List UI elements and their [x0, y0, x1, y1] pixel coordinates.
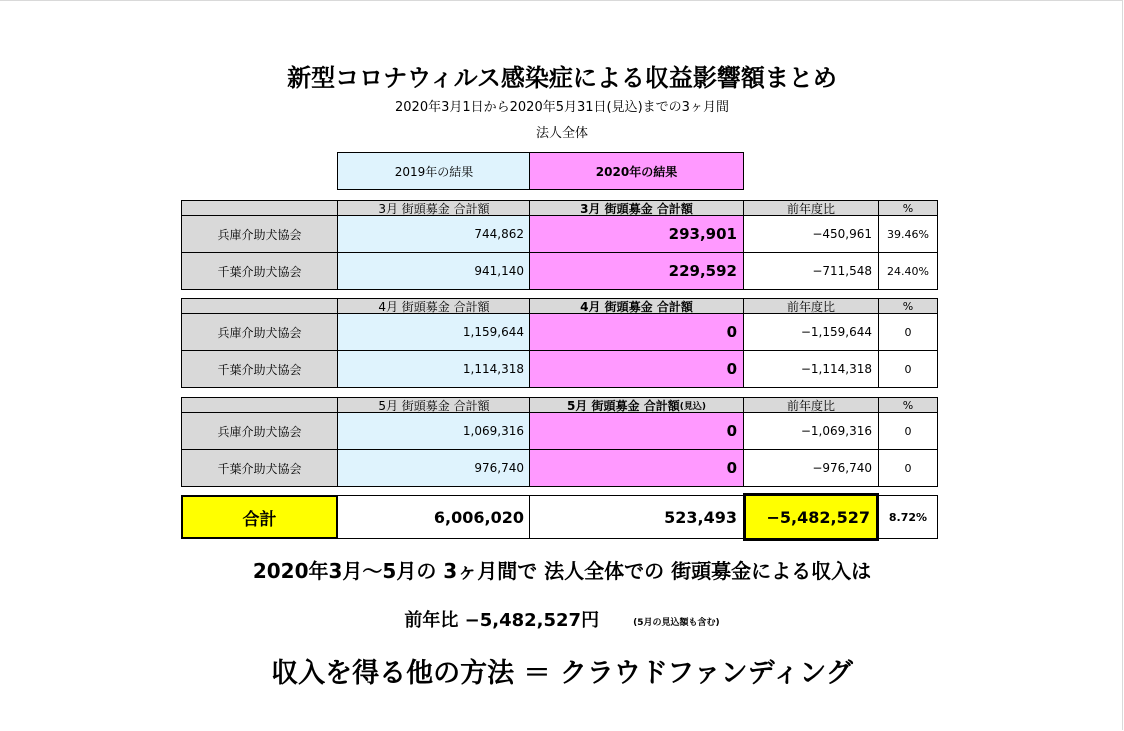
block3-header-pct: %	[878, 397, 938, 413]
block2-header-empty	[181, 298, 338, 314]
value-ratio: −1,114,318	[743, 350, 879, 388]
value-pct: 0	[878, 412, 938, 450]
value-ratio: −1,159,644	[743, 313, 879, 351]
block1-header-2019: 3月 街頭募金 合計額	[337, 200, 531, 216]
legend-2019: 2019年の結果	[337, 152, 531, 190]
block3-header-empty	[181, 397, 338, 413]
value-2019: 941,140	[337, 252, 531, 290]
total-diff: −5,482,527	[743, 493, 879, 541]
block1-header-pct: %	[878, 200, 938, 216]
total-2020: 523,493	[529, 495, 744, 539]
legend-2020: 2020年の結果	[529, 152, 744, 190]
value-ratio: −1,069,316	[743, 412, 879, 450]
total-2019: 6,006,020	[337, 495, 531, 539]
value-2019: 744,862	[337, 215, 531, 253]
value-pct: 0	[878, 449, 938, 487]
value-2020: 0	[529, 350, 744, 388]
value-pct: 0	[878, 350, 938, 388]
block1-header-empty	[181, 200, 338, 216]
block1-header-2020: 3月 街頭募金 合計額	[529, 200, 744, 216]
total-label: 合計	[181, 495, 338, 539]
org-label: 兵庫介助犬協会	[181, 412, 338, 450]
block3-header-2020	[529, 397, 744, 413]
block2-header-pct: %	[878, 298, 938, 314]
value-2019: 1,159,644	[337, 313, 531, 351]
block3-header-ratio: 前年度比	[743, 397, 879, 413]
block3-header-2020-note: (見込)	[679, 401, 706, 412]
block2-header-2020: 4月 街頭募金 合計額	[529, 298, 744, 314]
summary-line-2-note: (5月の見込額も含む)	[633, 617, 720, 628]
summary-line-2	[0, 606, 1124, 632]
value-pct: 0	[878, 313, 938, 351]
value-2019: 1,114,318	[337, 350, 531, 388]
summary-line-1: 2020年3月～5月の 3ヶ月間で 法人全体での 街頭募金による収入は	[252, 559, 872, 583]
value-ratio: −450,961	[743, 215, 879, 253]
block2-header-2019: 4月 街頭募金 合計額	[337, 298, 531, 314]
summary-line-3: 収入を得る他の方法 ＝ クラウドファンディング	[271, 658, 853, 689]
value-2020: 293,901	[529, 215, 744, 253]
period-subtitle: 2020年3月1日から2020年5月31日(見込)までの3ヶ月間	[395, 100, 729, 115]
org-label: 兵庫介助犬協会	[181, 215, 338, 253]
value-pct: 24.40%	[878, 252, 938, 290]
block1-header-ratio: 前年度比	[743, 200, 879, 216]
value-2020: 0	[529, 313, 744, 351]
value-ratio: −711,548	[743, 252, 879, 290]
total-pct: 8.72%	[878, 495, 938, 539]
value-2019: 1,069,316	[337, 412, 531, 450]
org-label: 千葉介助犬協会	[181, 252, 338, 290]
block3-header-2019: 5月 街頭募金 合計額	[337, 397, 531, 413]
value-2020: 229,592	[529, 252, 744, 290]
value-pct: 39.46%	[878, 215, 938, 253]
org-label: 千葉介助犬協会	[181, 449, 338, 487]
scope-subtitle: 法人全体	[535, 126, 588, 141]
value-ratio: −976,740	[743, 449, 879, 487]
value-2020: 0	[529, 412, 744, 450]
org-label: 千葉介助犬協会	[181, 350, 338, 388]
org-label: 兵庫介助犬協会	[181, 313, 338, 351]
value-2020: 0	[529, 449, 744, 487]
value-2019: 976,740	[337, 449, 531, 487]
summary-line-2-text: 前年比 −5,482,527円	[404, 610, 600, 631]
page-title: 新型コロナウィルス感染症による収益影響額まとめ	[287, 64, 837, 92]
block2-header-ratio: 前年度比	[743, 298, 879, 314]
block3-header-2020-label: 5月 街頭募金 合計額	[567, 398, 680, 413]
